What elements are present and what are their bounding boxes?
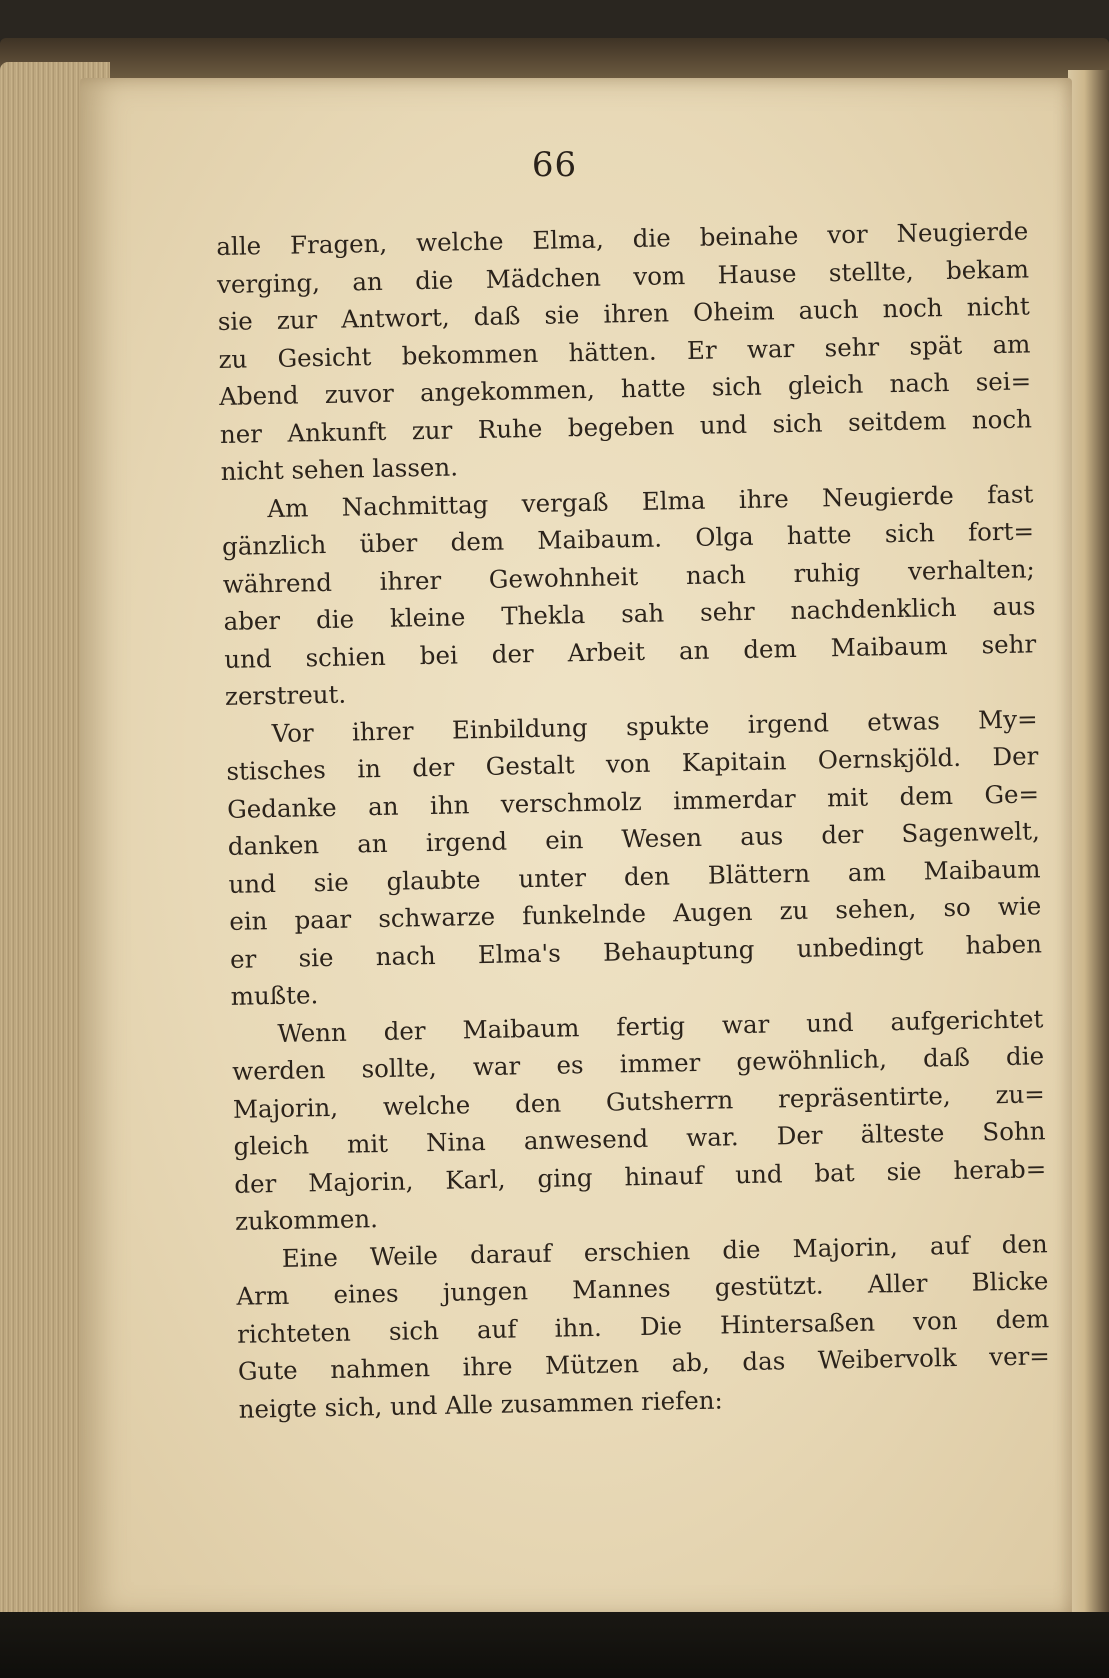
text-line: richteten sich auf ihn. Die Hintersaßen von dem [236,1303,1050,1349]
text-line: stisches in der Gestalt von Kapitain Oernskjöld. Der [226,741,1039,786]
text-line: verging, an die Mädchen vom Hause stellte, bekam [216,253,1030,299]
text-line: alle Fragen, welche Elma, die beinahe vor Neugierde [216,216,1029,261]
text-line: danken an irgend ein Wesen aus der Sagenwelt, [227,816,1041,861]
right-page-edge [1068,70,1109,1625]
text-line: und schien bei der Arbeit an dem Maibaum sehr [223,628,1037,674]
book-cover-top [0,38,1109,78]
text-line: ein paar schwarze funkelnde Augen zu sehen, so wie [229,891,1042,936]
text-line: mußte. [230,980,319,1011]
text-line: Arm eines jungen Mannes gestützt. Aller Blicke [236,1266,1049,1311]
text-line: zukommen. [234,1204,379,1236]
text-line: zerstreut. [224,679,347,711]
text-line: zu Gesicht bekommen hätten. Er war sehr spät am [218,328,1031,374]
paragraph-start: Vor ihrer Einbildung spukte irgend etwas My= [271,703,1038,748]
text-line: gänzlich über dem Maibaum. Olga hatte sich fort= [221,516,1035,561]
text-line: während ihrer Gewohnheit nach ruhig verhalten; [222,553,1035,599]
text-line: nicht sehen lassen. [220,452,459,486]
text-line: er sie nach Elma's Behauptung unbedingt haben [229,928,1043,974]
text-line: Abend zuvor angekommen, hatte sich gleich nach sei= [218,366,1032,411]
text-line: der Majorin, Karl, ging hinauf und bat sie herab= [234,1153,1047,1199]
text-line: und sie glaubte unter den Blättern am Maibaum [228,853,1041,899]
paragraph-start: Wenn der Maibaum fertig war und aufgerichtet [277,1003,1044,1048]
body-text [216,212,1051,1427]
book-cover-bottom [0,1612,1109,1678]
paragraph-start: Am Nachmittag vergaß Elma ihre Neugierde fast [267,478,1034,523]
text-line: aber die kleine Thekla sah sehr nachdenklich aus [223,591,1036,636]
text-line: ner Ankunft zur Ruhe begeben und sich seitdem noch [219,403,1033,449]
text-line: Gute nahmen ihre Mützen ab, das Weibervolk ver= [237,1341,1051,1386]
text-line: Gedanke an ihn verschmolz immerdar mit dem Ge= [226,778,1040,824]
text-line: neigte sich, und Alle zusammen riefen: [238,1384,724,1424]
text-line: gleich mit Nina anwesend war. Der älteste Sohn [233,1116,1046,1161]
paragraph-start: Eine Weile darauf erschien die Majorin, auf den [281,1228,1048,1273]
text-line: sie zur Antwort, daß sie ihren Oheim auch noch nicht [217,291,1030,336]
text-line: werden sollte, war es immer gewöhnlich, daß die [231,1041,1045,1086]
text-line: Majorin, welche den Gutsherrn repräsentirte, zu= [232,1078,1046,1124]
page-number: 66 [531,145,578,185]
